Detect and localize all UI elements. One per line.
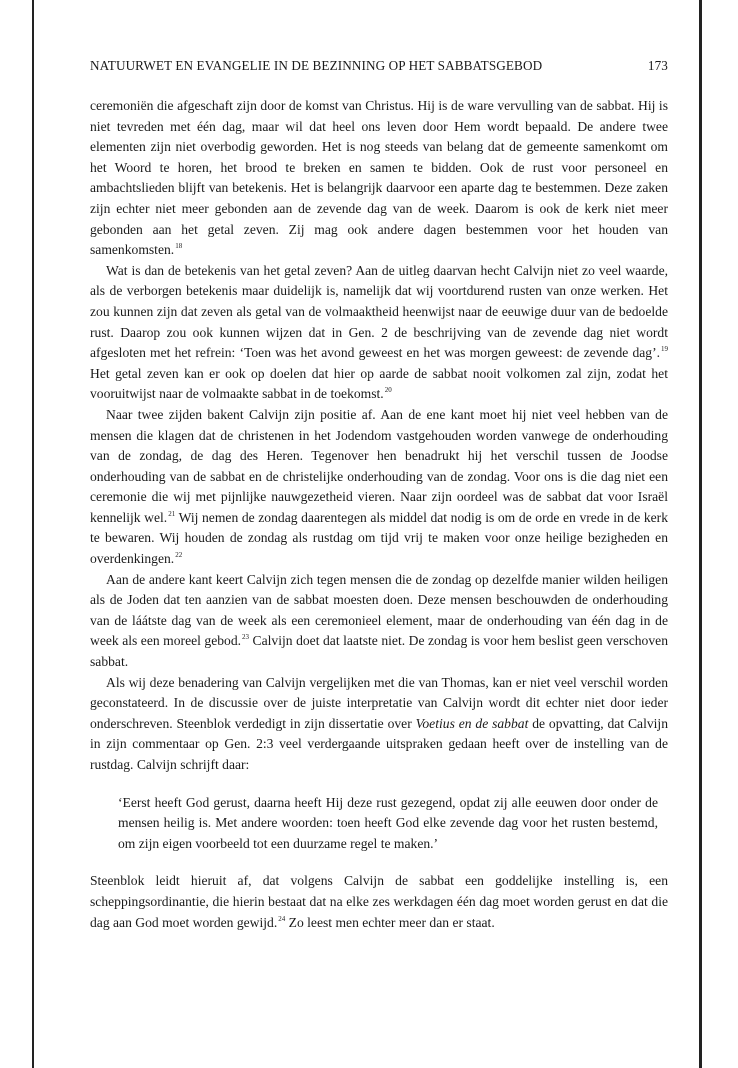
- book-title: Voetius en de sabbat: [415, 715, 529, 731]
- paragraph-1: [90, 96, 668, 261]
- paragraph-5-text-b: de opvatting, dat Calvijn in zijn commentaar op Gen. 2:3 veel verdergaande uitspraken gedaan heeft over de instelling van de rustdag. Calvijn schrijft daar:: [90, 715, 668, 772]
- paragraph-6-text-b: Zo leest men echter meer dan er staat.: [285, 914, 495, 930]
- paragraph-5-text-a: Als wij deze benadering van Calvijn vergelijken met die van Thomas, kan er niet veel verschil worden geconstateerd. In de discussie over de juiste interpretatie van Calvijn wordt dit echter niet door ieder onderschreven. Steenblok verdedigt in zijn dissertatie over: [90, 674, 668, 731]
- block-quote: ‘Eerst heeft God gerust, daarna heeft Hij deze rust gezegend, opdat zij alle eeuwen door onder de mensen heilig is. Met andere woorden: toen heeft God elke zevende dag voor het rusten bestemd, om zijn eigen voorbeeld tot een duurzame regel te maken.’: [118, 794, 658, 851]
- paragraph-5: [90, 673, 668, 776]
- paragraph-6: [90, 871, 668, 933]
- paragraph-2-text-b: Het getal zeven kan er ook op doelen dat hier op aarde de sabbat nooit volkomen zal zijn, zodat het vooruitwijst naar de volmaakte sabbat in de toekomst.: [90, 365, 668, 402]
- paragraph-2: [90, 261, 668, 405]
- paragraph-4: [90, 570, 668, 673]
- footnote-ref-24[interactable]: 24: [278, 914, 286, 923]
- paragraph-2-text-a: Wat is dan de betekenis van het getal zeven? Aan de uitleg daarvan hecht Calvijn niet zo veel waarde, als de verborgen betekenis maar duidelijk is, namelijk dat wij voortdurend rusten van onze werken. Het zou kunnen zijn dat zeven als getal van de volmaaktheid heenwijst naar de eeuwige duur van de bedoelde rust. Daarop zou ook kunnen wijzen dat in Gen. 2 de beschrijving van de zevende dag niet wordt afgesloten met het refrein: ‘Toen was het avond geweest en het was morgen geweest: de zevende dag’.: [90, 262, 668, 361]
- paragraph-3-text-a: Naar twee zijden bakent Calvijn zijn positie af. Aan de ene kant moet hij niet veel hebben van de mensen die klagen dat de christenen in het Jodendom vastgehouden worden vanwege de onderhouding van de zondag, de dag des Heren. Tegenover hen benadrukt hij het verschil tussen de Joodse onderhouding van de sabbat en de christelijke onderhouding van de zondag. Voor ons is die dag niet een ceremonie die wij met pijnlijke nauwgezetheid vieren. Naar zijn oordeel was de sabbat dat voor Israël kennelijk wel.: [90, 406, 668, 525]
- page-content: [90, 58, 668, 933]
- scan-edge-right: [699, 0, 702, 1068]
- paragraph-3: [90, 405, 668, 570]
- running-header: [90, 58, 668, 74]
- scan-edge-left: [32, 0, 34, 1068]
- running-title: NATUURWET EN EVANGELIE IN DE BEZINNING OP HET SABBATSGEBOD: [90, 58, 543, 73]
- footnote-ref-20[interactable]: 20: [384, 386, 392, 395]
- footnote-ref-21[interactable]: 21: [168, 509, 176, 518]
- paragraph-6-text-a: Steenblok leidt hieruit af, dat volgens Calvijn de sabbat een goddelijke instelling is, een scheppingsordinantie, die hierin bestaat dat na elke zes werkdagen één dag moet worden gerust en dat die dag aan God moet worden gewijd.: [90, 873, 668, 930]
- paragraph-4-text-a: Aan de andere kant keert Calvijn zich tegen mensen die de zondag op dezelfde manier wilden heiligen als de Joden dat ten aanzien van de sabbat moesten doen. Deze mensen beschouwden de onderhouding van de láátste dag van de week als een ceremonieel element, maar de onderhouding van één dag in de week als een moreel gebod.: [90, 571, 668, 649]
- paragraph-4-text-b: Calvijn doet dat laatste niet. De zondag is voor hem beslist geen verschoven sabbat.: [90, 633, 668, 670]
- paragraph-1-text: ceremoniën die afgeschaft zijn door de komst van Christus. Hij is de ware vervulling van de sabbat. Hij is niet tevreden met één dag, maar wil dat heel ons leven door Hem wordt bepaald. De andere twee elementen zijn niet overbodig geworden. Het is nog steeds van belang dat de gemeente samenkomt om het Woord te horen, het brood te breken en samen te bidden. Ook de rust voor personeel en ambachtslieden blijft van betekenis. Het is belangrijk daarvoor een aparte dag te bestemmen. Deze zaken zijn echter niet meer gebonden aan de zevende dag van de week. Daarom is ook de kerk niet meer gebonden aan het getal zeven. Zij mag ook andere dagen bestemmen voor het houden van samenkomsten.: [90, 98, 668, 258]
- footnote-ref-18[interactable]: 18: [175, 242, 183, 251]
- footnote-ref-22[interactable]: 22: [175, 551, 183, 560]
- page-number: 173: [647, 58, 668, 73]
- paragraph-3-text-b: Wij nemen de zondag daarentegen als middel dat nodig is om de orde en vrede in de kerk te bewaren. Wij houden de zondag als rustdag om tijd vrij te maken voor onze heilige bezigheden en overdenkingen.: [90, 509, 668, 567]
- footnote-ref-19[interactable]: 19: [661, 345, 668, 354]
- footnote-ref-23[interactable]: 23: [242, 633, 250, 642]
